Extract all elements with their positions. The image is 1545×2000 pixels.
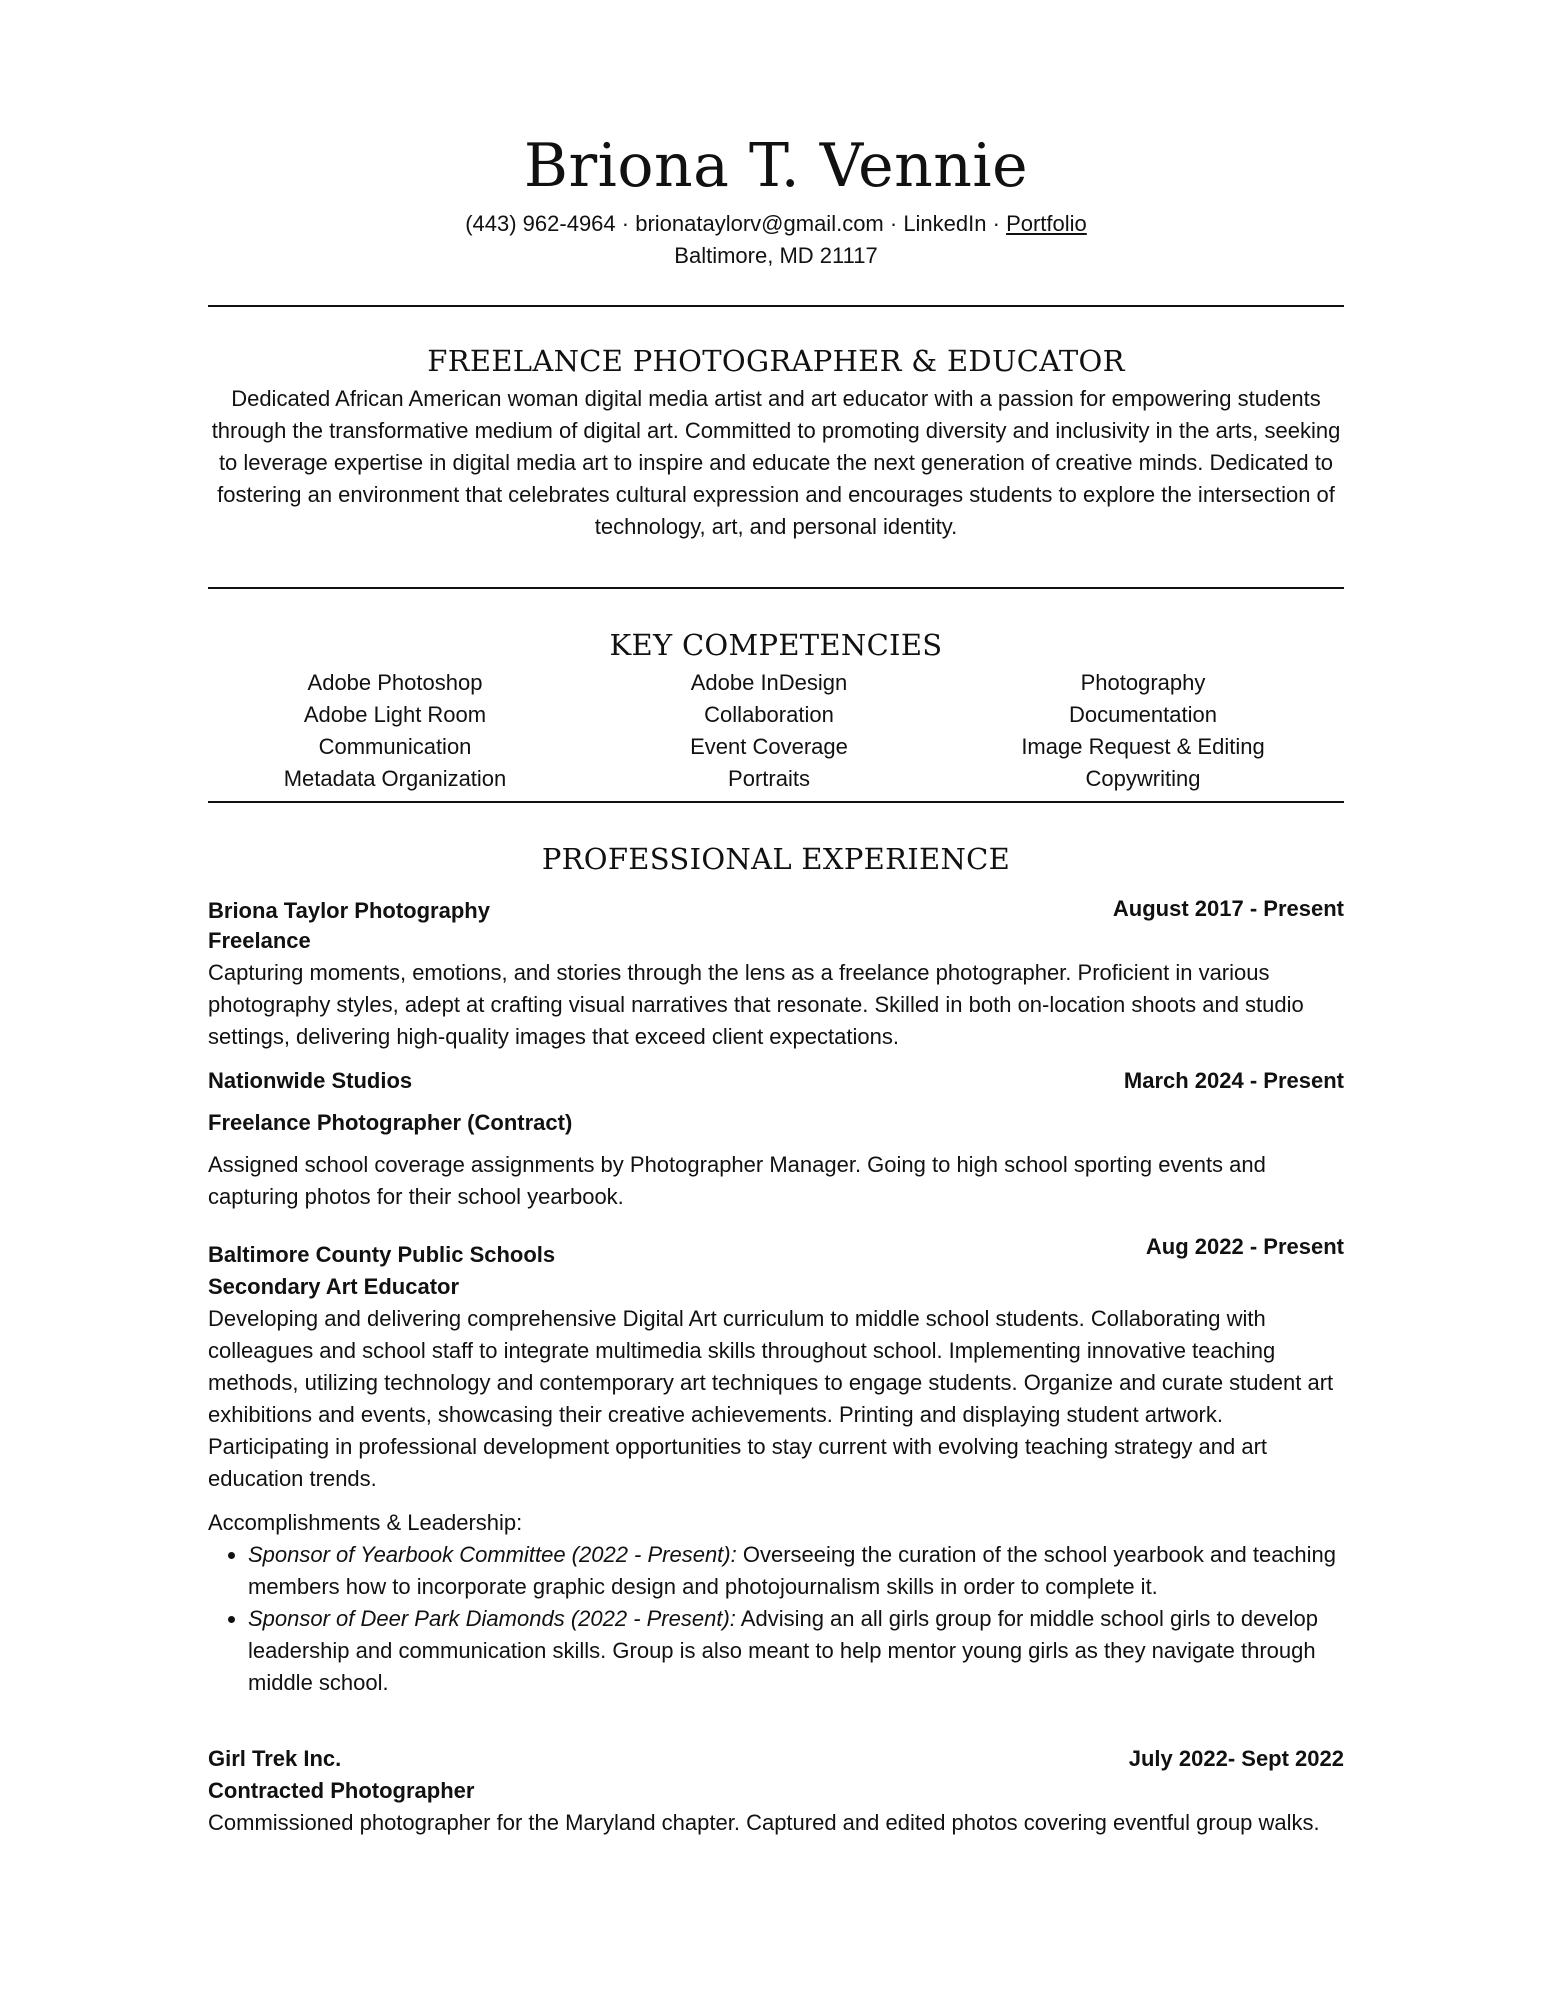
job-entry <box>208 1065 1344 1213</box>
competency-item: Portraits <box>728 766 810 791</box>
competency-item: Communication <box>318 734 472 759</box>
job-entry <box>208 1231 1344 1699</box>
candidate-name: Briona T. Vennie <box>523 131 1029 201</box>
job-company: Nationwide Studios <box>208 1068 413 1093</box>
job-description: Capturing moments, emotions, and stories through the lens as a freelance photographer. Proficient in various photography styles, adept at crafting visual narratives that resonate. Skilled in both on-location shoots and studio settings, delivering high-quality images that exceed client expectations. <box>208 960 1304 1049</box>
summary-title: FREELANCE PHOTOGRAPHER & EDUCATOR <box>427 344 1125 378</box>
divider <box>208 587 1344 589</box>
location: Baltimore, MD 21117 <box>674 243 878 268</box>
email-address: brionataylorv@gmail.com <box>635 211 884 236</box>
job-dates: August 2017 - Present <box>1112 896 1344 921</box>
job-header <box>208 1743 1344 1775</box>
job-role: Contracted Photographer <box>208 1778 475 1803</box>
job-dates: July 2022- Sept 2022 <box>1128 1746 1344 1771</box>
experience-title: PROFESSIONAL EXPERIENCE <box>541 842 1011 876</box>
competencies-title: KEY COMPETENCIES <box>609 628 943 662</box>
competency-item: Adobe Light Room <box>303 702 487 727</box>
competency-item: Copywriting <box>1085 766 1201 791</box>
separator: · <box>883 211 904 236</box>
summary-text: Dedicated African American woman digital media artist and art educator with a passion for empowering students through the transformative medium of digital art. Committed to promoting diversity and inclusivity in the arts, seeking to leverage expertise in digital media art to inspire and educate the next generation of creative minds. Dedicated to fostering an environment that celebrates cultural expression and encourages students to explore the intersection of technology, art, and personal identity. <box>211 386 1341 539</box>
job-company: Briona Taylor Photography <box>208 898 490 923</box>
competency-item: Adobe InDesign <box>690 670 848 695</box>
separator: · <box>986 211 1007 236</box>
separator: · <box>615 211 636 236</box>
contact-info <box>208 208 1344 272</box>
job-header <box>208 1065 1344 1097</box>
linkedin-link[interactable]: LinkedIn <box>903 211 987 236</box>
accomplishment-label: Sponsor of Yearbook Committee (2022 - Present): <box>248 1542 737 1567</box>
accomplishments-title: Accomplishments & Leadership: <box>208 1510 523 1535</box>
contact-line <box>208 208 1344 240</box>
divider <box>208 801 1344 803</box>
job-description: Commissioned photographer for the Maryland chapter. Captured and edited photos covering eventful group walks. <box>208 1810 1320 1835</box>
competencies-grid <box>208 667 1344 795</box>
resume-page <box>208 130 1344 1839</box>
competency-item: Metadata Organization <box>283 766 507 791</box>
divider <box>208 305 1344 307</box>
job-role: Secondary Art Educator <box>208 1274 460 1299</box>
job-header <box>208 893 1344 925</box>
job-dates: Aug 2022 - Present <box>1145 1234 1344 1259</box>
accomplishment-text: Overseeing the curation of the school yearbook and teaching members how to incorporate graphic design and photojournalism skills in order to complete it. <box>248 1542 1337 1599</box>
competency-item: Image Request & Editing <box>1021 734 1265 759</box>
job-company: Baltimore County Public Schools <box>208 1242 556 1267</box>
competency-item: Documentation <box>1069 702 1217 727</box>
job-description: Developing and delivering comprehensive Digital Art curriculum to middle school students. Collaborating with colleagues and school staff to integrate multimedia skills throughout school. Implementing innovative teaching methods, utilizing technology and contemporary art techniques to engage students. Organize and curate student art exhibitions and events, showcasing their creative achievements. Printing and displaying student artwork. Participating in professional development opportunities to stay current with evolving teaching strategy and art education trends. <box>208 1306 1334 1491</box>
job-role: Freelance Photographer (Contract) <box>208 1110 573 1135</box>
job-entry <box>208 1743 1344 1839</box>
accomplishment-item <box>248 1603 1344 1699</box>
job-header <box>208 1231 1344 1267</box>
accomplishment-item <box>248 1539 1344 1603</box>
competency-item: Event Coverage <box>690 734 848 759</box>
job-dates: March 2024 - Present <box>1123 1068 1344 1093</box>
job-description: Assigned school coverage assignments by Photographer Manager. Going to high school sporting events and capturing photos for their school yearbook. <box>208 1152 1266 1209</box>
job-entry <box>208 893 1344 1053</box>
job-company: Girl Trek Inc. <box>208 1746 342 1771</box>
accomplishments-list <box>208 1539 1344 1699</box>
portfolio-link[interactable]: Portfolio <box>1006 211 1087 236</box>
competency-item: Photography <box>1080 670 1206 695</box>
job-role: Freelance <box>208 928 311 953</box>
competency-item: Adobe Photoshop <box>307 670 483 695</box>
competency-item: Collaboration <box>704 702 834 727</box>
phone-number: (443) 962-4964 <box>465 211 616 236</box>
accomplishment-text: Advising an all girls group for middle school girls to develop leadership and communication skills. Group is also meant to help mentor young girls as they navigate through middle school. <box>248 1606 1318 1695</box>
accomplishment-label: Sponsor of Deer Park Diamonds (2022 - Present): <box>248 1606 736 1631</box>
